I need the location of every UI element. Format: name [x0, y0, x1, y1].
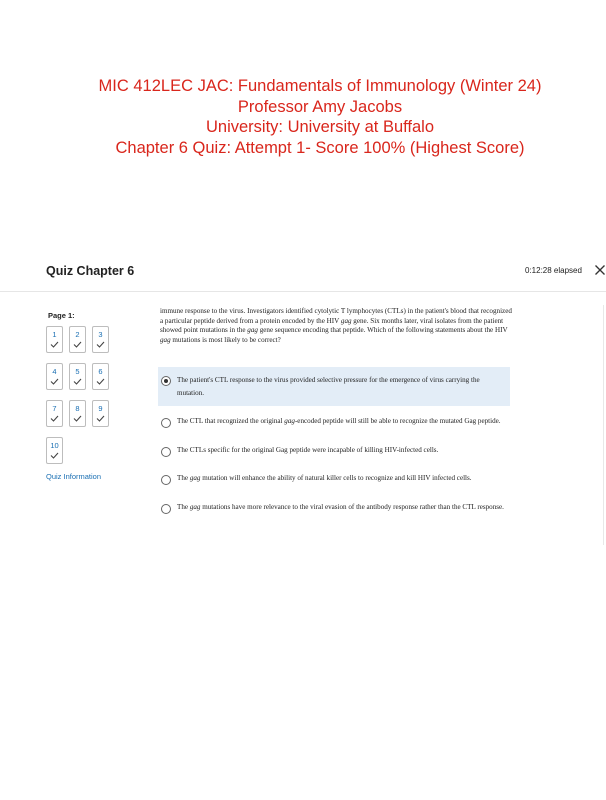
answer-option-label: The gag mutations have more relevance to the viral evasion of the antibody response rather than the CTL response. — [177, 502, 504, 511]
question-nav-7[interactable] — [46, 400, 63, 427]
divider — [0, 291, 606, 292]
answer-option-italic: gag — [189, 502, 201, 511]
question-nav-6[interactable] — [92, 363, 109, 390]
checkmark-icon — [50, 378, 59, 385]
answer-option-3[interactable] — [158, 437, 510, 464]
question-nav-10[interactable] — [46, 437, 63, 464]
question-nav-5[interactable] — [69, 363, 86, 390]
question-text-italic: gag — [340, 316, 352, 325]
checkmark-icon — [73, 378, 82, 385]
professor-name: Professor Amy Jacobs — [237, 97, 403, 116]
answer-option-label: The CTL that recognized the original gag-encoded peptide will still be able to recognize the mutated Gag peptide. — [177, 417, 501, 425]
document-header — [0, 76, 606, 158]
question-number: 6 — [98, 367, 103, 376]
question-number: 1 — [52, 330, 57, 339]
question-text: gene sequence encoding that peptide. Which of the following statements about the HIV — [257, 326, 508, 335]
question-nav-8[interactable] — [69, 400, 86, 427]
checkmark-icon — [96, 378, 105, 385]
question-number: 2 — [75, 330, 80, 339]
radio-icon[interactable] — [161, 447, 171, 457]
checkmark-icon — [73, 341, 82, 348]
question-stem — [160, 307, 516, 345]
radio-icon[interactable] — [161, 475, 171, 485]
radio-icon[interactable] — [161, 418, 171, 428]
question-nav-2[interactable] — [69, 326, 86, 353]
answer-option-italic: gag — [189, 474, 201, 482]
question-nav-4[interactable] — [46, 363, 63, 390]
content-border — [603, 305, 604, 545]
answer-option-italic: gag — [284, 417, 295, 425]
question-number: 3 — [98, 330, 103, 339]
answer-option-label: The gag mutation will enhance the ability of natural killer cells to recognize and kill HIV infected cells. — [177, 474, 472, 482]
question-number: 10 — [50, 441, 59, 450]
quiz-information-link[interactable]: Quiz Information — [46, 472, 102, 481]
question-number: 9 — [98, 404, 103, 413]
question-number: 7 — [52, 404, 57, 413]
checkmark-icon — [50, 452, 59, 459]
checkmark-icon — [96, 341, 105, 348]
question-number: 4 — [52, 367, 57, 376]
question-text: immune response to the virus. Investigators identified cytolytic T lymphocytes (CTLs) in the patient's blood that recognized a particular peptide derived from a protein encoded by the HIV — [160, 307, 512, 325]
radio-icon[interactable] — [161, 504, 171, 514]
question-nav-9[interactable] — [92, 400, 109, 427]
answer-option-label: The CTLs specific for the original Gag peptide were incapable of killing HIV-infected cells. — [177, 445, 439, 454]
elapsed-timer: 0:12:28 elapsed — [525, 266, 582, 275]
checkmark-icon — [50, 415, 59, 422]
question-nav-1[interactable] — [46, 326, 63, 353]
question-nav-3[interactable] — [92, 326, 109, 353]
answer-options — [158, 367, 510, 520]
answer-option-4[interactable] — [158, 465, 510, 492]
question-text: gene. Six months later, viral isolates from the patient showed point mutations in the — [160, 316, 504, 335]
question-text: mutations is most likely to be correct? — [170, 335, 281, 344]
question-number: 5 — [75, 367, 80, 376]
page-label: Page 1: — [48, 311, 75, 320]
question-navigator — [46, 326, 116, 464]
question-text-italic: gag — [160, 335, 171, 344]
answer-option-5[interactable] — [158, 494, 510, 521]
question-text-italic: gag — [247, 326, 258, 335]
checkmark-icon — [96, 415, 105, 422]
radio-selected-icon[interactable] — [161, 376, 171, 386]
checkmark-icon — [73, 415, 82, 422]
attempt-score: Chapter 6 Quiz: Attempt 1- Score 100% (Highest Score) — [115, 138, 525, 157]
answer-option-label: The patient's CTL response to the virus provided selective pressure for the emergence of virus carrying the mutation. — [177, 376, 480, 397]
question-number: 8 — [75, 404, 80, 413]
checkmark-icon — [50, 341, 59, 348]
close-icon[interactable] — [594, 264, 606, 276]
answer-option-1[interactable] — [158, 367, 510, 406]
university-name: University: University at Buffalo — [205, 118, 435, 136]
answer-option-2[interactable] — [158, 408, 510, 435]
course-title: MIC 412LEC JAC: Fundamentals of Immunology (Winter 24) — [98, 77, 542, 95]
quiz-title: Quiz Chapter 6 — [46, 264, 135, 278]
